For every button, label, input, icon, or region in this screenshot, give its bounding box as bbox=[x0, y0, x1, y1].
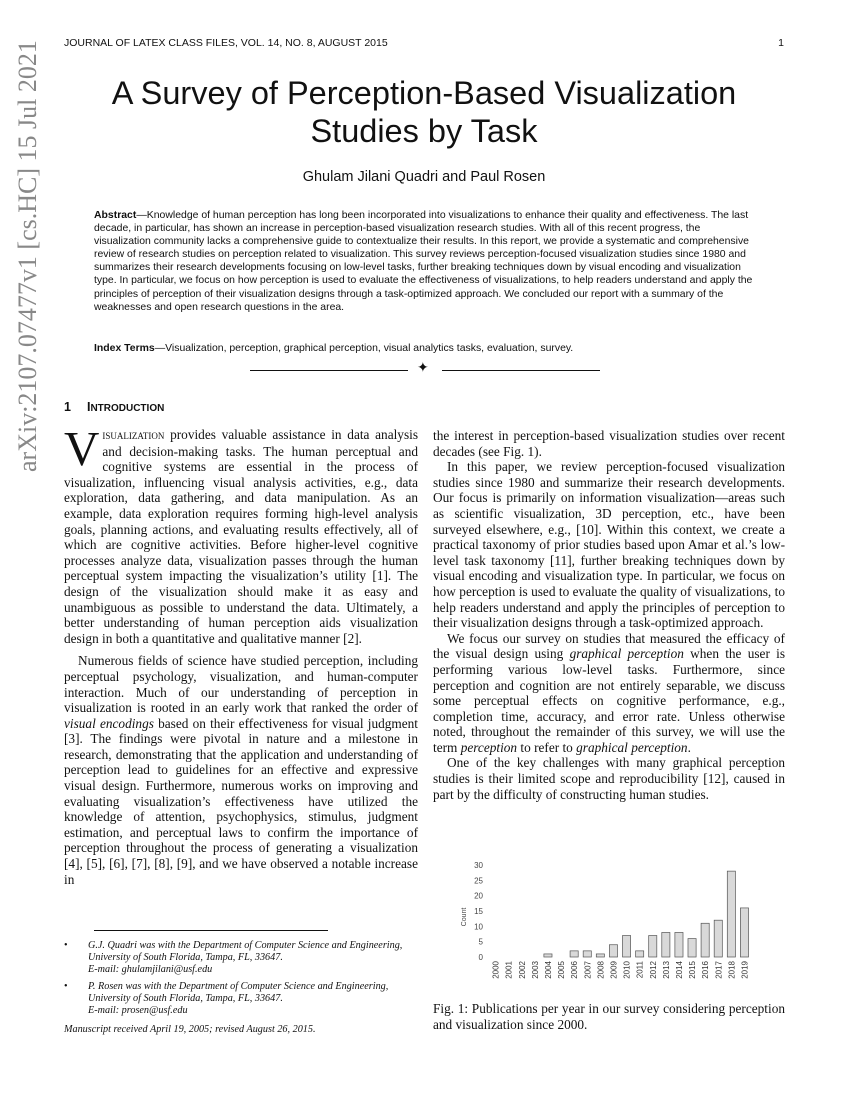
footnote-quadri: • G.J. Quadri was with the Department of Computer Science and Engineering, University of South Florida, Tampa, FL, 33647. E-mail: ghulamjilani@usf.edu bbox=[64, 940, 420, 977]
y-axis-label: Count bbox=[461, 907, 468, 927]
x-tick-label: 2005 bbox=[557, 961, 567, 979]
y-tick-label: 5 bbox=[478, 937, 483, 947]
manuscript-note: Manuscript received April 19, 2005; revised August 26, 2015. bbox=[64, 1024, 316, 1035]
y-tick-label: 20 bbox=[474, 891, 483, 901]
bar-2012 bbox=[649, 936, 657, 957]
chart-svg bbox=[455, 855, 755, 990]
page-number: 1 bbox=[778, 37, 784, 49]
bar-2006 bbox=[570, 951, 578, 957]
intro-paragraph-1: Visualization provides valuable assistance in data analysis and decision-making tasks. The human perceptual and cognitive systems are essential in the process of visualization, influencing visual analysis activities, e.g., data exploration, data gathering, and data manipulation. As an example, data exploration requires forming high-level analysis goals, planning actions, and evaluating results effectively, all of which are cognitive activities. Before higher-level cognitive processes analyze data, visualization passes through the human perceptual system impacting the visualization’s utility [1]. The design of the visualization should make it as easy and unambiguous as possible to understand the data. Ultimately, a better understanding of human perception aids visualization design in both a quantitative and qualitative manner [2]. bbox=[64, 421, 418, 646]
y-tick-label: 10 bbox=[474, 922, 483, 932]
section-divider bbox=[250, 360, 600, 377]
bar-2014 bbox=[675, 932, 683, 957]
abstract-text: —Knowledge of human perception has long been incorporated into visualizations to enhance their quality and effectiveness. The last decade, in particular, has shown an increase in perception-based visualization research studies. With all of this recent progress, the visualization community lacks a comprehensive guide to contextualize their results. In this report, we provide a systematic and comprehensive review of research studies on perception related to visualization. This survey reviews perception-focused visualization studies since 1980 and summarizes their research developments focusing on low-level tasks, further breaking techniques down by visual encoding and visualization type. In particular, we focus on how perception is used to evaluate the effectiveness of visualizations, to help readers understand and apply the principles of perception of their visualization designs through a task-optimized approach. We concluded our report with a summary of the weaknesses and open research questions in the area. bbox=[94, 210, 753, 313]
x-tick-label: 2018 bbox=[727, 961, 737, 979]
x-tick-label: 2016 bbox=[701, 961, 711, 979]
x-tick-label: 2003 bbox=[530, 961, 540, 979]
bar-2018 bbox=[727, 871, 735, 957]
y-tick-label: 15 bbox=[474, 907, 483, 916]
section-heading bbox=[64, 400, 424, 414]
drop-cap: V bbox=[64, 421, 100, 476]
x-tick-label: 2006 bbox=[570, 961, 580, 979]
x-tick-label: 2001 bbox=[504, 961, 514, 979]
y-tick-label: 30 bbox=[474, 861, 483, 870]
bar-2010 bbox=[622, 936, 630, 957]
index-terms bbox=[94, 342, 758, 355]
arxiv-identifier: arXiv:2107.07477v1 [cs.HC] 15 Jul 2021 bbox=[13, 40, 42, 472]
bar-2019 bbox=[740, 908, 748, 957]
x-tick-label: 2015 bbox=[688, 961, 698, 979]
x-tick-label: 2000 bbox=[491, 961, 501, 979]
email-rosen: E-mail: prosen@usf.edu bbox=[88, 1005, 188, 1017]
bar-2011 bbox=[636, 951, 644, 957]
running-header bbox=[64, 37, 784, 51]
x-tick-label: 2014 bbox=[674, 961, 684, 979]
intro-paragraph-2: Numerous fields of science have studied perception, including perceptual psychology, visualization, and human-computer interaction. Much of our understanding of perception in visualization is rooted in an early work that ranked the order of visual encodings based on their effectiveness for visual judgment [3]. The findings were pivotal in nature and a milestone in research, demonstrating that the application and understanding of perception lead to guidelines for an effective and expressive visual design. Furthermore, numerous works on improving and evaluating visualization’s effectiveness have utilized the knowledge of attention, psychophysics, stimulus, judgment estimation, and perceptual laws to confirm the importance of perception throughout the process of generating a visualization [4], [5], [6], [7], [8], [9], and we have observed a notable increase in bbox=[64, 653, 418, 887]
x-tick-label: 2009 bbox=[609, 961, 619, 979]
figure-caption: Fig. 1: Publications per year in our survey considering perception and visualization since 2000. bbox=[433, 1001, 785, 1032]
x-tick-label: 2017 bbox=[714, 961, 724, 979]
bar-2008 bbox=[596, 954, 604, 957]
author-list: Ghulam Jilani Quadri and Paul Rosen bbox=[302, 169, 546, 185]
title-line-2: Studies by Task bbox=[310, 113, 538, 149]
bar-2007 bbox=[583, 951, 591, 957]
left-column bbox=[64, 421, 418, 887]
intro-paragraph-continued: the interest in perception-based visualization studies over recent decades (see Fig. 1). bbox=[433, 428, 785, 459]
section-title: INTRODUCTION bbox=[86, 400, 165, 414]
abstract bbox=[94, 209, 758, 314]
index-terms-text: —Visualization, perception, graphical perception, visual analytics tasks, evaluation, survey. bbox=[154, 343, 574, 354]
intro-paragraph-3: In this paper, we review perception-focused visualization studies since 1980 and summarize their research developments. Our focus is primarily on information visualization—areas such as scientific visualization, 3D perception, etc., have been surveyed elsewhere, e.g., [10]. Within this context, we create a practical taxonomy of prior studies based upon Amar et al.’s low-level task taxonomy [11], further breaking techniques down by visual encoding and visualization type. In particular, we focus on how perception is used to evaluate the quality of visualizations, to help readers understand and apply the principles of perception to their visualization designs through a task-optimized approach. bbox=[433, 459, 785, 631]
y-tick-label: 25 bbox=[474, 876, 483, 886]
journal-name: JOURNAL OF LATEX CLASS FILES, VOL. 14, NO. 8, AUGUST 2015 bbox=[64, 37, 388, 49]
bullet-icon: • bbox=[64, 980, 68, 992]
x-tick-label: 2019 bbox=[740, 961, 750, 979]
intro-paragraph-4: We focus our survey on studies that measured the efficacy of the visual design using graphical perception when the user is performing various low-level tasks. Furthermore, since perception and cognition are not entirely separable, we discuss some perceptual effects on cognitive performance, e.g., completion time, accuracy, and error rate. Unless otherwise noted, throughout the remainder of this survey, we will use the term perception to refer to graphical perception. bbox=[433, 630, 785, 755]
lead-smallcaps: isualization bbox=[102, 428, 165, 442]
x-tick-label: 2010 bbox=[622, 961, 632, 979]
bullet-icon: • bbox=[64, 940, 68, 951]
y-tick-label: 0 bbox=[478, 953, 483, 962]
x-tick-label: 2002 bbox=[517, 961, 527, 979]
bar-2017 bbox=[714, 920, 722, 957]
publications-bar-chart bbox=[455, 855, 755, 990]
x-tick-label: 2004 bbox=[543, 961, 553, 979]
x-tick-label: 2011 bbox=[635, 961, 645, 979]
diamond-star-icon: ✦ bbox=[417, 360, 429, 376]
abstract-label: Abstract bbox=[94, 210, 137, 221]
footnote-rosen: • P. Rosen was with the Department of Computer Science and Engineering, University of South Florida, Tampa, FL, 33647. E-mail: prosen@usf.edu bbox=[64, 981, 420, 1018]
paper-title bbox=[64, 74, 784, 150]
bar-2015 bbox=[688, 939, 696, 957]
section-number: 1 bbox=[64, 400, 71, 414]
x-tick-label: 2008 bbox=[596, 961, 606, 979]
x-tick-label: 2012 bbox=[648, 961, 658, 979]
bar-2016 bbox=[701, 923, 709, 957]
title-line-1: A Survey of Perception-Based Visualization bbox=[111, 75, 737, 111]
x-tick-label: 2013 bbox=[661, 961, 671, 979]
intro-paragraph-5: One of the key challenges with many graphical perception studies is their limited scope and reproducibility [12], caused in part by the difficulty of constructing human studies. bbox=[433, 755, 785, 802]
bar-2004 bbox=[544, 954, 552, 957]
email-quadri: E-mail: ghulamjilani@usf.edu bbox=[88, 964, 213, 976]
footnotes bbox=[64, 940, 420, 1021]
index-terms-label: Index Terms bbox=[94, 343, 155, 354]
x-tick-label: 2007 bbox=[583, 961, 593, 979]
bar-2013 bbox=[662, 932, 670, 957]
bar-2009 bbox=[609, 945, 617, 957]
right-column bbox=[433, 428, 785, 802]
footnote-rule bbox=[94, 930, 328, 931]
